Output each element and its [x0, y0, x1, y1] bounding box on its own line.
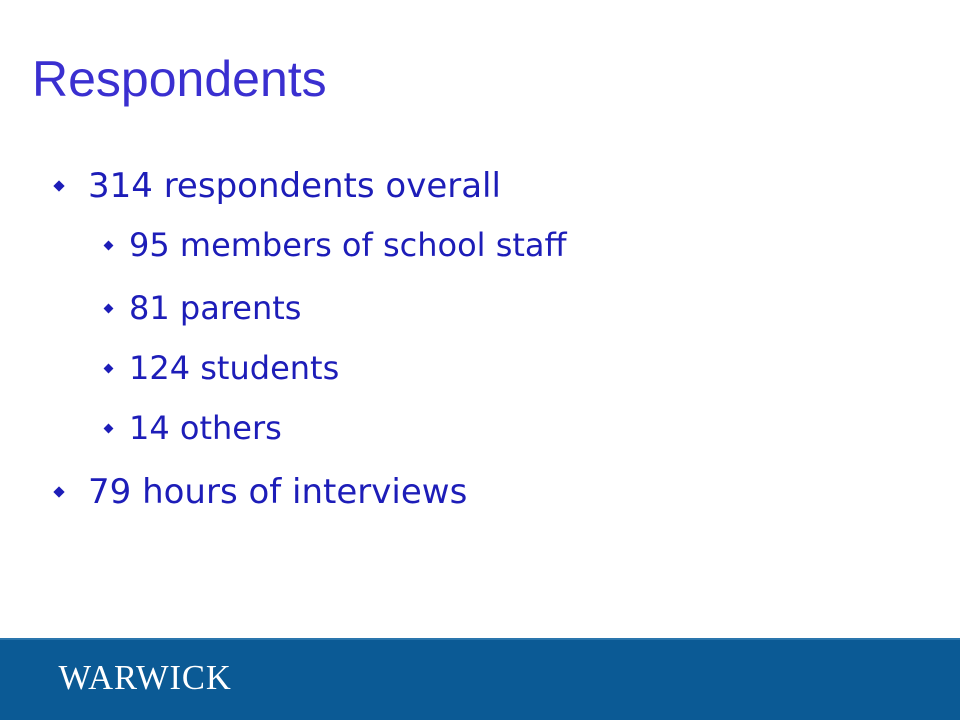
bullet-text: 124 students [129, 349, 340, 387]
bullet-item [52, 164, 501, 208]
bullet-text: 95 members of school staff [129, 226, 567, 264]
slide-title: Respondents [32, 51, 327, 107]
footer-band [0, 638, 960, 720]
sub-bullet-item [103, 286, 301, 330]
warwick-logo [48, 658, 278, 698]
diamond-bullet-icon [104, 423, 114, 433]
diamond-bullet-icon [104, 240, 114, 250]
logo-text: WARWICK [58, 658, 232, 697]
diamond-bullet-icon [53, 180, 64, 191]
diamond-bullet-icon [104, 363, 114, 373]
sub-bullet-item [103, 346, 339, 390]
diamond-bullet-icon [53, 486, 64, 497]
bullet-text: 14 others [129, 409, 282, 447]
sub-bullet-item [103, 223, 567, 267]
sub-bullet-item [103, 406, 282, 450]
diamond-bullet-icon [104, 303, 114, 313]
bullet-text: 314 respondents overall [88, 166, 501, 206]
bullet-item [52, 470, 467, 514]
bullet-text: 79 hours of interviews [88, 472, 468, 512]
bullet-text: 81 parents [129, 289, 302, 327]
